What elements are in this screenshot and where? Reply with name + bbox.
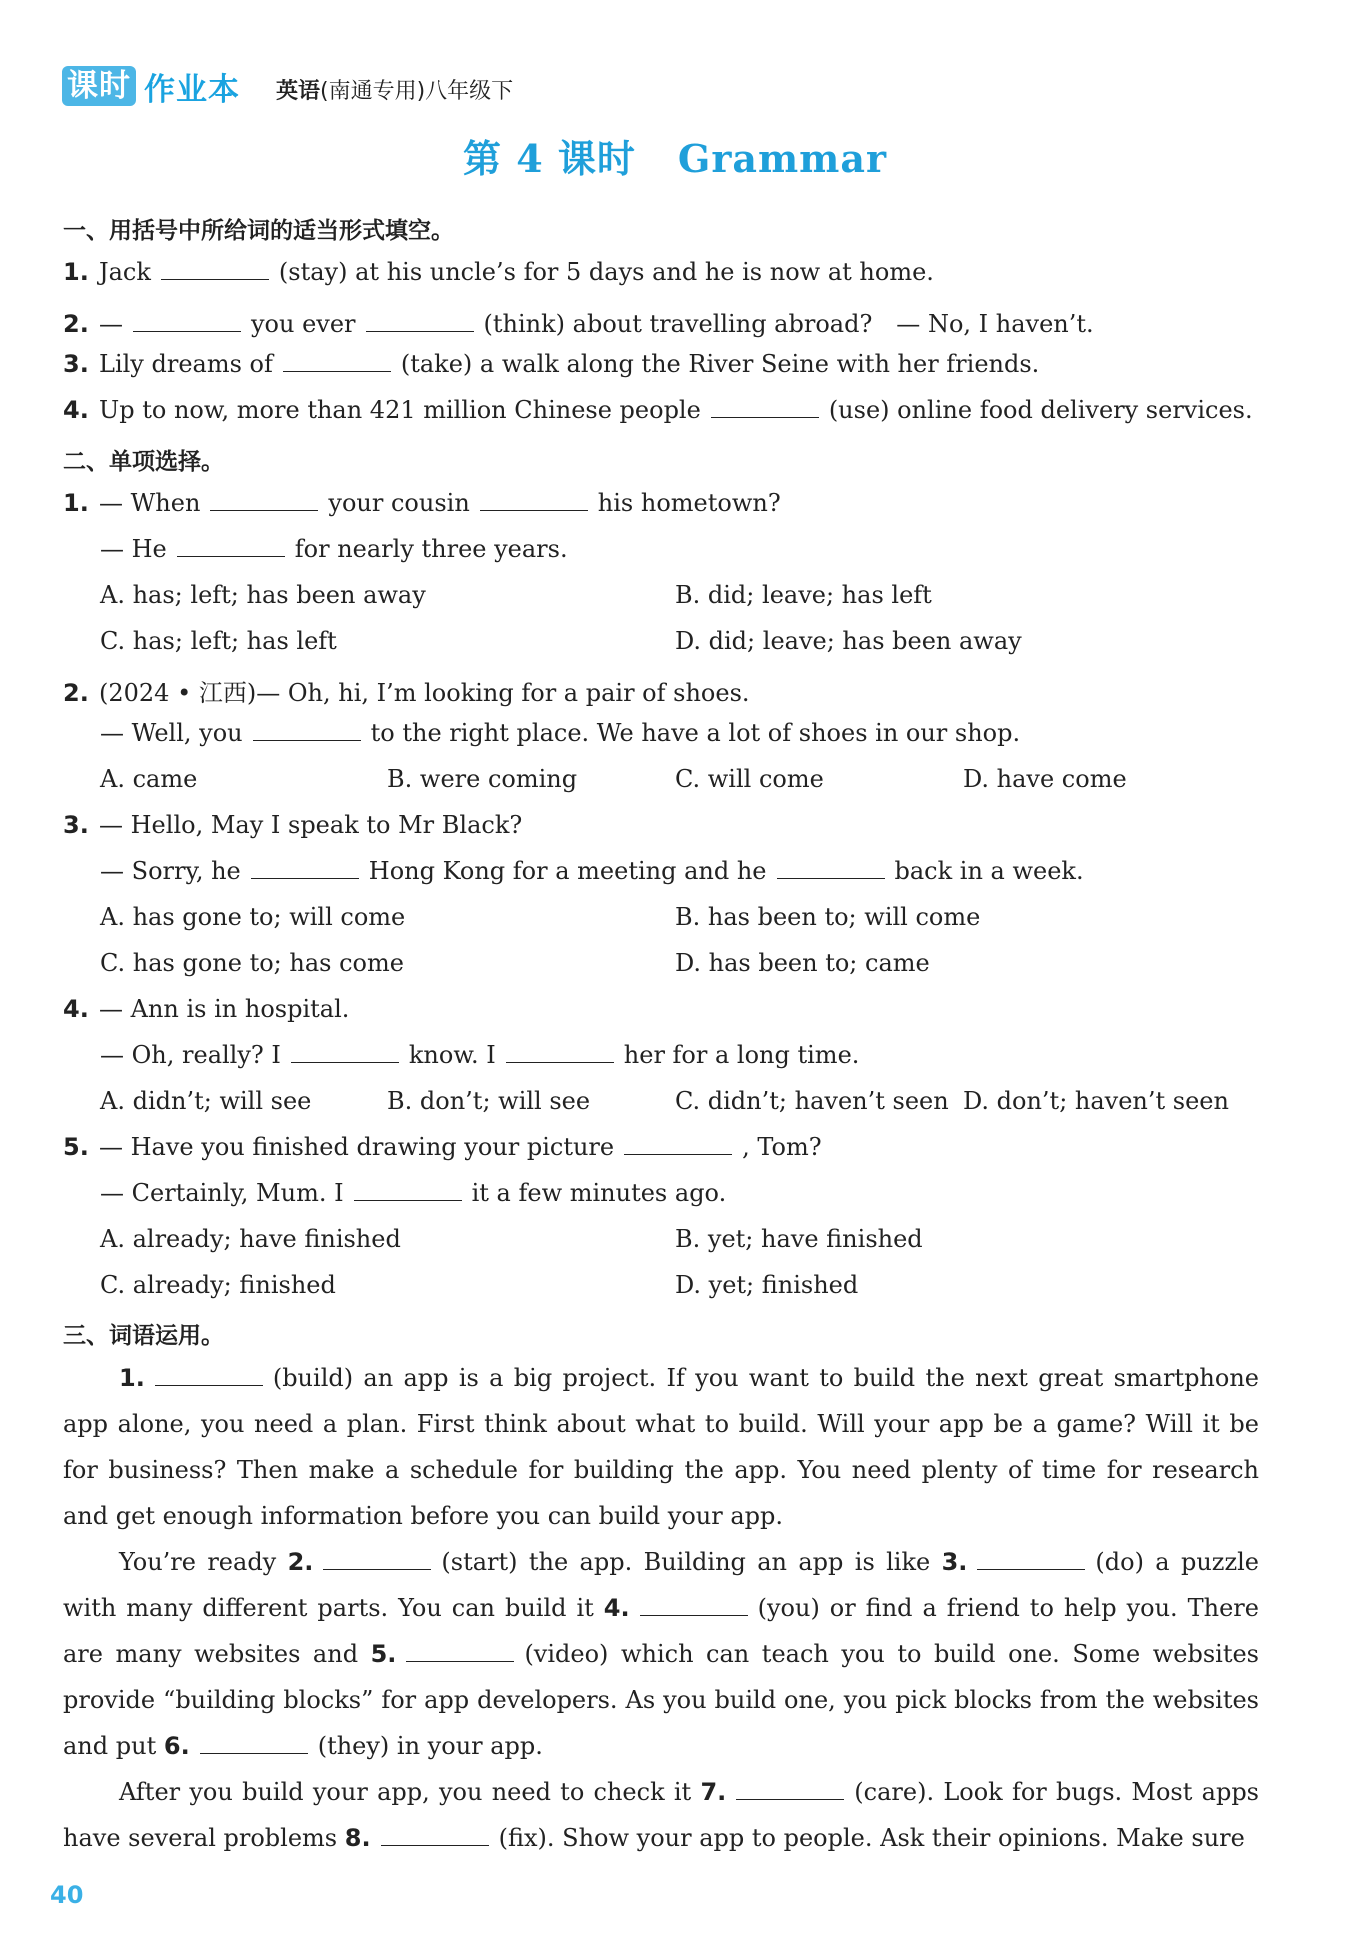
s2-q3-line2 [100,857,1254,885]
item-number: 4. [63,396,89,424]
question-text: his hometown? [597,489,781,517]
logo-text: 作业本 [144,71,240,108]
option-d[interactable]: D. don’t; haven’t seen [963,1087,1229,1115]
s2-q5-line2 [100,1179,1254,1207]
s1-item-2 [63,304,1254,339]
item-text: (take) a walk along the River Seine with her friends. [400,350,1040,378]
answer-blank[interactable] [177,536,285,557]
s2-q4-line2 [100,1041,1254,1069]
answer-blank[interactable] [366,311,474,332]
s1-item-4 [63,396,1254,424]
answer-blank[interactable] [977,1549,1085,1570]
question-text: back in a week. [894,857,1084,885]
blank-number: 3. [941,1548,968,1576]
question-text: her for a long time. [623,1041,860,1069]
question-text: (2024 • 江西)— Oh, hi, I’m looking for a pair of shoes. [99,679,750,707]
answer-blank[interactable] [251,858,359,879]
question-text: your cousin [328,489,470,517]
question-text: — Sorry, he [100,857,241,885]
s2-q4-line1 [63,995,1254,1023]
item-text: (use) online food delivery services. [828,396,1253,424]
passage-text: (you) or find a friend to help you. There are many websites and [63,1594,1259,1668]
item-text: — [99,310,123,338]
blank-number: 2. [287,1548,314,1576]
option-a[interactable]: A. came [100,765,198,793]
answer-blank[interactable] [711,397,819,418]
page-title [0,128,1350,183]
s2-q1-line2 [100,535,1254,563]
section3-heading: 三、词语运用。 [63,1323,224,1349]
blank-number: 7. [700,1778,727,1806]
passage-paragraph-3 [63,1769,1259,1861]
question-text: for nearly three years. [294,535,568,563]
page-number: 40 [50,1881,84,1909]
option-a[interactable]: A. didn’t; will see [100,1087,312,1115]
passage-text: (care). Look for bugs. Most apps have several problems [63,1778,1259,1852]
item-text: (stay) at his uncle’s for 5 days and he is now at home. [278,258,934,286]
question-text: — He [100,535,167,563]
answer-blank[interactable] [480,490,588,511]
s2-q2-line2 [100,719,1254,747]
answer-blank[interactable] [161,259,269,280]
passage-text: (build) an app is a big project. If you want to build the next great smartphone app alone, you need a plan. First think about what to build. Will your app be a game? Will it be for business? Then make a schedule for building the app. You need plenty of time for research and get enough information before you can build your app. [63,1364,1259,1530]
question-text: — Oh, really? I [100,1041,281,1069]
question-text: — Certainly, Mum. I [100,1179,344,1207]
answer-blank[interactable] [133,311,241,332]
question-text: — When [99,489,201,517]
answer-blank[interactable] [736,1779,844,1800]
passage-text: (start) the app. Building an app is like [441,1548,931,1576]
option-c[interactable]: C. has gone to; has come [100,949,404,977]
answer-blank[interactable] [777,858,885,879]
item-text: Lily dreams of [99,350,273,378]
question-number: 2. [63,679,89,707]
question-text: , Tom? [742,1133,822,1161]
s2-q3-line1 [63,811,1254,839]
question-text: — Ann is in hospital. [99,995,350,1023]
option-b[interactable]: B. did; leave; has left [675,581,932,609]
blank-number: 5. [370,1640,397,1668]
passage-paragraph-2 [63,1539,1259,1769]
option-a[interactable]: A. has; left; has been away [100,581,426,609]
answer-blank[interactable] [624,1134,732,1155]
option-d[interactable]: D. has been to; came [675,949,930,977]
lesson-number: 第 4 课时 [462,136,636,181]
option-a[interactable]: A. already; have finished [100,1225,401,1253]
book-subject: 英语 [276,79,321,104]
section2-heading: 二、单项选择。 [63,449,224,475]
answer-blank[interactable] [381,1825,489,1846]
item-number: 1. [63,258,89,286]
book-detail: (南通专用)八年级下 [320,79,514,104]
s2-q2-line1 [63,673,1254,708]
section1-heading: 一、用括号中所给词的适当形式填空。 [63,218,454,244]
answer-blank[interactable] [283,351,391,372]
s2-q1-line1 [63,489,1254,517]
item-text: Up to now, more than 421 million Chinese people [99,396,701,424]
option-b[interactable]: B. yet; have finished [675,1225,923,1253]
passage-text: (they) in your app. [317,1732,543,1760]
logo-mark: 课时 [62,66,136,106]
series-logo [62,66,240,106]
answer-blank[interactable] [200,1733,308,1754]
option-c[interactable]: C. already; finished [100,1271,336,1299]
s2-q5-line1 [63,1133,1254,1161]
option-d[interactable]: D. yet; finished [675,1271,859,1299]
option-b[interactable]: B. were coming [387,765,578,793]
item-text: you ever [251,310,356,338]
s1-item-3 [63,350,1254,378]
question-number: 5. [63,1133,89,1161]
option-b[interactable]: B. don’t; will see [387,1087,591,1115]
question-text: — Have you finished drawing your picture [99,1133,615,1161]
item-number: 3. [63,350,89,378]
answer-blank[interactable] [291,1042,399,1063]
blank-number: 1. [119,1364,145,1392]
passage-text: You’re ready [119,1548,277,1576]
question-text: it a few minutes ago. [471,1179,727,1207]
lesson-topic: Grammar [677,136,888,181]
option-c[interactable]: C. has; left; has left [100,627,337,655]
answer-blank[interactable] [640,1595,748,1616]
item-text: Jack [99,258,151,286]
answer-blank[interactable] [354,1180,462,1201]
question-number: 4. [63,995,89,1023]
question-text: Hong Kong for a meeting and he [368,857,767,885]
answer-blank[interactable] [155,1365,263,1386]
option-d[interactable]: D. did; leave; has been away [675,627,1022,655]
item-text: (think) about travelling abroad? — No, I haven’t. [483,310,1094,338]
option-a[interactable]: A. has gone to; will come [100,903,406,931]
passage-text: After you build your app, you need to check it [119,1778,692,1806]
option-b[interactable]: B. has been to; will come [675,903,981,931]
blank-number: 4. [603,1594,630,1622]
option-d[interactable]: D. have come [963,765,1127,793]
passage-paragraph-1 [63,1355,1259,1539]
book-title [276,74,513,105]
answer-blank[interactable] [253,720,361,741]
question-text: — Well, you [100,719,243,747]
passage-text: (fix). Show your app to people. Ask their opinions. Make sure [498,1824,1245,1852]
answer-blank[interactable] [210,490,318,511]
passage-text: (do) a puzzle with many different parts. You can build it [63,1548,1259,1622]
answer-blank[interactable] [406,1641,514,1662]
option-c[interactable]: C. will come [675,765,824,793]
option-c[interactable]: C. didn’t; haven’t seen [675,1087,949,1115]
question-text: to the right place. We have a lot of shoes in our shop. [370,719,1021,747]
blank-number: 8. [344,1824,371,1852]
passage-text: (video) which can teach you to build one. Some websites provide “building blocks” for app developers. As you build one, you pick blocks from the websites and put [63,1640,1259,1760]
question-number: 3. [63,811,89,839]
blank-number: 6. [163,1732,190,1760]
question-text: — Hello, May I speak to Mr Black? [99,811,523,839]
question-text: know. I [408,1041,496,1069]
answer-blank[interactable] [506,1042,614,1063]
s1-item-1 [63,258,1254,286]
question-number: 1. [63,489,89,517]
item-number: 2. [63,310,89,338]
answer-blank[interactable] [323,1549,431,1570]
